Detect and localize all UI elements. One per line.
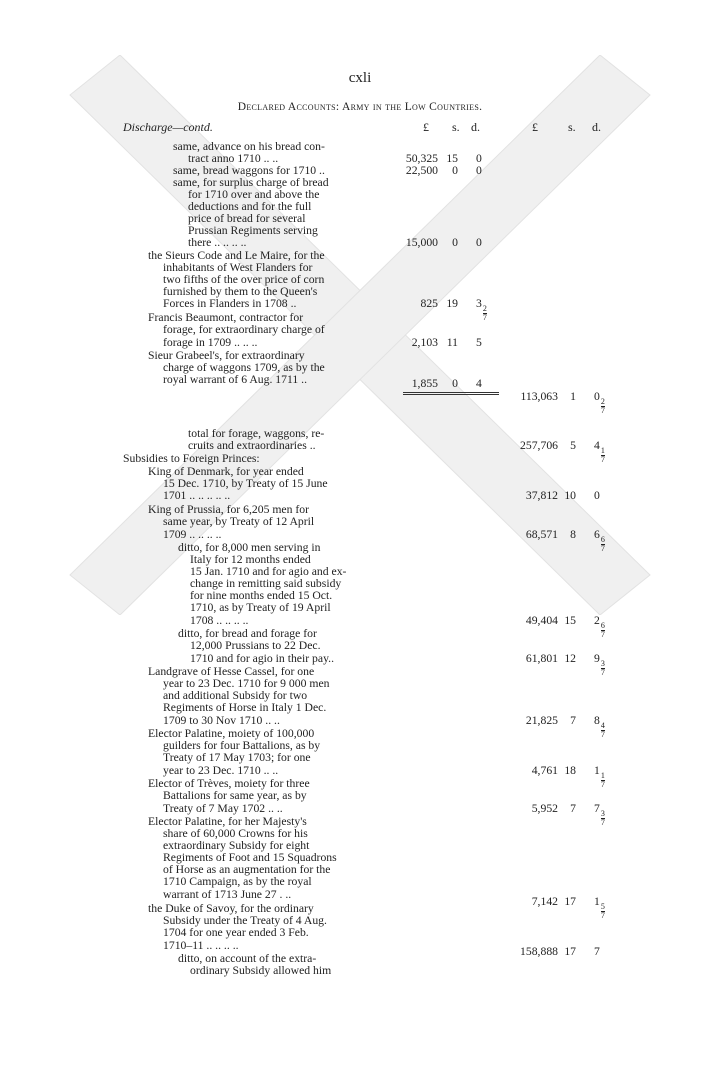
subtotal-rule-bottom: [403, 394, 499, 395]
text-line: year to 23 Dec. 1710 .. ..: [163, 764, 279, 777]
text-line: same, advance on his bread con-: [173, 140, 325, 153]
amount-pence: [594, 615, 605, 639]
amount-pence: [594, 653, 605, 677]
amount-pence: [476, 237, 482, 249]
amount-pounds: 61,801: [525, 652, 558, 665]
pence-whole: 8: [594, 714, 600, 727]
pence-whole: 7: [594, 945, 600, 958]
text-line: change in remitting said subsidy: [190, 577, 342, 590]
text-line: guilders for four Battalions, as by: [163, 739, 321, 752]
pence-whole: 3: [476, 297, 482, 310]
fraction-numerator: 2: [600, 397, 605, 406]
text-line: Subsidies to Foreign Princes:: [123, 452, 260, 465]
text-line: 15 Dec. 1710, by Treaty of 15 June: [163, 477, 328, 490]
text-line: the Duke of Savoy, for the ordinary: [148, 902, 314, 915]
amount-pounds: 257,706: [520, 439, 558, 452]
text-line: inhabitants of West Flanders for: [163, 261, 313, 274]
amount-shillings: 0: [452, 164, 458, 177]
pence-fraction: [601, 722, 605, 739]
amount-pounds: 7,142: [531, 895, 558, 908]
amount-pence: [594, 896, 605, 920]
text-line: 1710–11 .. .. .. ..: [163, 939, 239, 952]
text-line: deductions and for the full: [188, 200, 312, 213]
fraction-denominator: 7: [600, 818, 605, 827]
text-line: Elector Palatine, moiety of 100,000: [148, 727, 315, 740]
fraction-numerator: 3: [600, 659, 605, 668]
text-line: Elector of Trèves, moiety for three: [148, 777, 310, 790]
text-line: Treaty of 7 May 1702 .. ..: [163, 802, 283, 815]
amount-shillings: 18: [564, 764, 576, 777]
amount-pounds: 5,952: [531, 802, 558, 815]
amount-shillings: 1: [570, 390, 576, 403]
fraction-numerator: 2: [482, 304, 487, 313]
amount-pence: [476, 337, 482, 349]
pence-fraction: [601, 398, 605, 415]
fraction-denominator: 7: [600, 455, 605, 464]
pence-fraction: [601, 622, 605, 639]
pence-whole: 4: [594, 439, 600, 452]
amount-shillings: 11: [446, 336, 458, 349]
amount-pence: [594, 529, 605, 553]
pence-whole: 0: [476, 152, 482, 165]
text-line: of Horse as an augmentation for the: [163, 863, 331, 876]
text-line: warrant of 1713 June 27 . ..: [163, 888, 292, 901]
text-line: Elector Palatine, for her Majesty's: [148, 815, 307, 828]
amount-pounds: 22,500: [405, 164, 438, 177]
amount-pence: [476, 378, 482, 390]
page-number: cxli: [348, 70, 372, 86]
pence-whole: 0: [594, 489, 600, 502]
amount-pence: [476, 298, 487, 322]
col1-pence-header: d.: [471, 120, 480, 134]
text-line: 1708 .. .. .. ..: [190, 614, 249, 627]
text-line: Subsidy under the Treaty of 4 Aug.: [163, 914, 327, 927]
text-line: Regiments of Foot and 15 Squadrons: [163, 851, 337, 864]
fraction-numerator: 1: [600, 446, 605, 455]
amount-shillings: 15: [446, 152, 458, 165]
text-line: 1701 .. .. .. .. ..: [163, 489, 231, 502]
fraction-denominator: 7: [600, 668, 605, 677]
pence-whole: 0: [476, 236, 482, 249]
pence-whole: 9: [594, 652, 600, 665]
fraction-numerator: 1: [600, 771, 605, 780]
amount-shillings: 0: [452, 236, 458, 249]
text-line: Landgrave of Hesse Cassel, for one: [148, 665, 315, 678]
amount-pence: [594, 440, 605, 464]
amount-shillings: 19: [446, 297, 458, 310]
amount-pence: [594, 490, 600, 502]
text-line: Regiments of Horse in Italy 1 Dec.: [163, 701, 327, 714]
pence-whole: 1: [594, 895, 600, 908]
col2-pound-header: £: [532, 120, 538, 134]
col1-shilling-header: s.: [452, 120, 460, 134]
fraction-denominator: 7: [600, 730, 605, 739]
amount-shillings: 12: [564, 652, 576, 665]
fraction-numerator: 5: [600, 902, 605, 911]
text-line: Treaty of 17 May 1703; for one: [163, 751, 311, 764]
text-line: ditto, for bread and forage for: [178, 627, 317, 640]
text-line: Prussian Regiments serving: [188, 224, 318, 237]
col2-shilling-header: s.: [568, 120, 576, 134]
text-line: royal warrant of 6 Aug. 1711 ..: [163, 373, 308, 386]
pence-whole: 4: [476, 377, 482, 390]
text-line: year to 23 Dec. 1710 for 9 000 men: [163, 677, 330, 690]
amount-pounds: 37,812: [525, 489, 558, 502]
text-line: 1704 for one year ended 3 Feb.: [163, 926, 309, 939]
amount-shillings: 8: [570, 528, 576, 541]
text-line: there .. .. .. ..: [188, 236, 247, 249]
amount-pounds: 1,855: [411, 377, 438, 390]
text-line: 15 Jan. 1710 and for agio and ex-: [190, 565, 347, 578]
text-line: 12,000 Prussians to 22 Dec.: [190, 639, 321, 652]
text-line: cruits and extraordinaries ..: [188, 439, 316, 452]
amount-pounds: 15,000: [405, 236, 438, 249]
fraction-numerator: 4: [600, 721, 605, 730]
amount-shillings: 10: [564, 489, 576, 502]
text-line: same year, by Treaty of 12 April: [163, 515, 315, 528]
text-line: and additional Subsidy for two: [163, 689, 308, 702]
text-line: 1710 Campaign, as by the royal: [163, 875, 312, 888]
amount-pence: [594, 391, 605, 415]
amount-pounds: 825: [420, 297, 438, 310]
text-line: ditto, on account of the extra-: [178, 952, 317, 965]
text-line: Forces in Flanders in 1708 ..: [163, 297, 297, 310]
amount-pounds: 21,825: [525, 714, 558, 727]
amount-pounds: 4,761: [531, 764, 558, 777]
text-line: same, for surplus charge of bread: [173, 176, 329, 189]
pence-whole: 0: [476, 164, 482, 177]
pence-whole: 7: [594, 802, 600, 815]
text-line: Battalions for same year, as by: [163, 789, 307, 802]
pence-fraction: [601, 536, 605, 553]
amount-shillings: 5: [570, 439, 576, 452]
text-line: Italy for 12 months ended: [190, 553, 311, 566]
pence-whole: 5: [476, 336, 482, 349]
text-line: forage in 1709 .. .. ..: [163, 336, 258, 349]
amount-pence: [476, 165, 482, 177]
amount-pounds: 158,888: [520, 945, 558, 958]
fraction-denominator: 7: [600, 911, 605, 920]
page-title: Declared Accounts: Army in the Low Countries.: [237, 101, 483, 113]
text-line: share of 60,000 Crowns for his: [163, 827, 308, 840]
fraction-denominator: 7: [600, 780, 605, 789]
fraction-numerator: 6: [600, 621, 605, 630]
fraction-numerator: 6: [600, 535, 605, 544]
fraction-denominator: 7: [600, 630, 605, 639]
text-line: extraordinary Subsidy for eight: [163, 839, 310, 852]
subtotal-rule-top: [403, 392, 499, 393]
amount-pence: [594, 765, 605, 789]
text-line: furnished by them to the Queen's: [163, 285, 318, 298]
amount-shillings: 0: [452, 377, 458, 390]
text-line: the Sieurs Code and Le Maire, for the: [148, 249, 325, 262]
pence-whole: 1: [594, 764, 600, 777]
fraction-numerator: 3: [600, 809, 605, 818]
text-line: 1709 to 30 Nov 1710 .. ..: [163, 714, 280, 727]
text-line: for nine months ended 15 Oct.: [190, 589, 333, 602]
text-line: charge of waggons 1709, as by the: [163, 361, 325, 374]
text-line: 1709 .. .. .. ..: [163, 528, 222, 541]
pence-fraction: [601, 447, 605, 464]
text-line: Francis Beaumont, contractor for: [148, 311, 304, 324]
pence-whole: 2: [594, 614, 600, 627]
fraction-denominator: 7: [600, 544, 605, 553]
amount-pence: [594, 715, 605, 739]
amount-pounds: 2,103: [411, 336, 438, 349]
text-line: 1710, as by Treaty of 19 April: [190, 601, 331, 614]
col1-pound-header: £: [423, 120, 429, 134]
text-line: forage, for extraordinary charge of: [163, 323, 325, 336]
text-line: for 1710 over and above the: [188, 188, 320, 201]
amount-pence: [594, 803, 605, 827]
text-line: King of Prussia, for 6,205 men for: [148, 503, 310, 516]
text-line: Sieur Grabeel's, for extraordinary: [148, 349, 305, 362]
pence-fraction: [601, 903, 605, 920]
amount-pounds: 50,325: [405, 152, 438, 165]
col2-pence-header: d.: [592, 120, 601, 134]
pence-fraction: [601, 810, 605, 827]
text-line: ordinary Subsidy allowed him: [190, 964, 332, 977]
amount-shillings: 17: [564, 895, 576, 908]
amount-pence: [594, 946, 600, 958]
text-line: tract anno 1710 .. ..: [188, 152, 279, 165]
pence-whole: 6: [594, 528, 600, 541]
amount-shillings: 7: [570, 802, 576, 815]
pence-fraction: [601, 772, 605, 789]
text-line: price of bread for several: [188, 212, 306, 225]
pence-whole: 0: [594, 390, 600, 403]
amount-pounds: 113,063: [520, 390, 558, 403]
text-line: 1710 and for agio in their pay..: [190, 652, 334, 665]
pence-fraction: [483, 305, 487, 322]
amount-shillings: 15: [564, 614, 576, 627]
fraction-denominator: 7: [600, 406, 605, 415]
text-line: same, bread waggons for 1710 ..: [173, 164, 325, 177]
text-line: two fifths of the over price of corn: [163, 273, 325, 286]
amount-shillings: 17: [564, 945, 576, 958]
text-line: King of Denmark, for year ended: [148, 465, 304, 478]
section-heading: Discharge—contd.: [123, 120, 213, 134]
amount-pounds: 49,404: [525, 614, 558, 627]
amount-pounds: 68,571: [525, 528, 558, 541]
fraction-denominator: 7: [482, 313, 487, 322]
amount-shillings: 7: [570, 714, 576, 727]
text-line: ditto, for 8,000 men serving in: [178, 541, 321, 554]
pence-fraction: [601, 660, 605, 677]
text-line: total for forage, waggons, re-: [188, 427, 325, 440]
